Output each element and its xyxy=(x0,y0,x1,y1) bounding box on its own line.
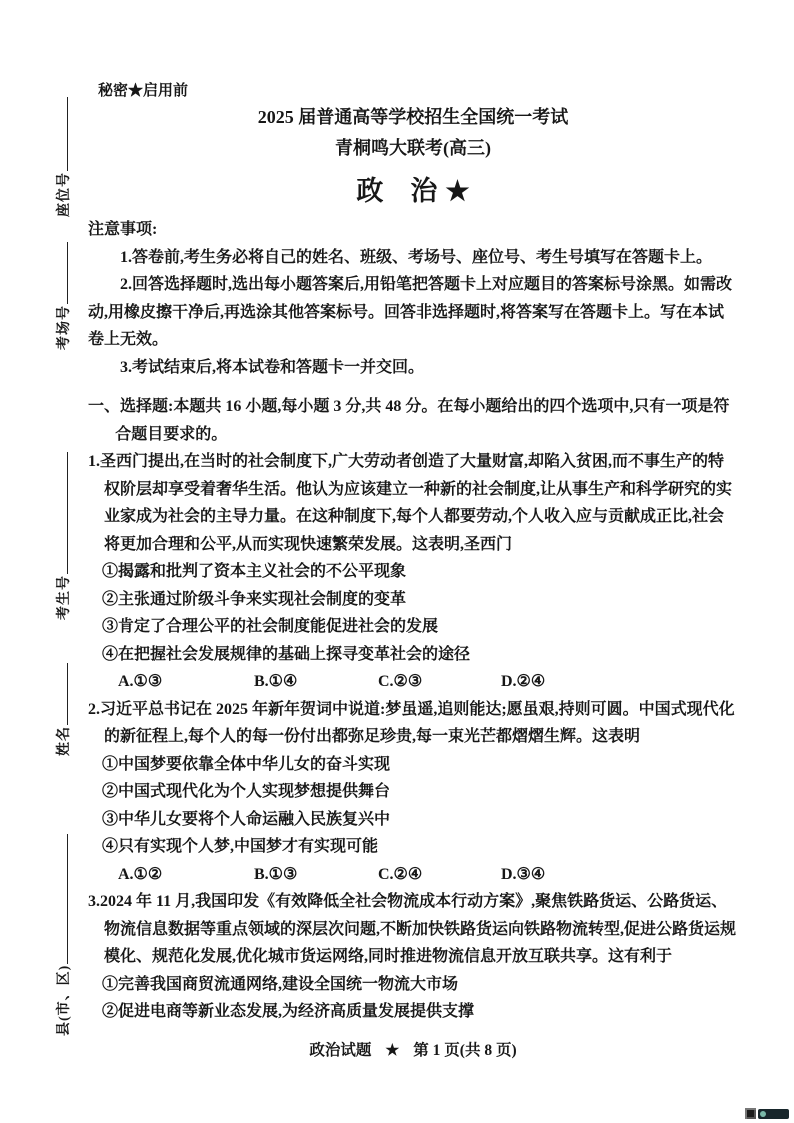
margin-field-county xyxy=(57,834,73,1036)
confidential-label: 秘密★启用前 xyxy=(98,83,189,99)
question-2-option-2: ②中国式现代化为个人实现梦想提供舞台 xyxy=(102,783,391,800)
subject-name: 政 治 xyxy=(356,176,438,206)
notice-item-1: 1.答卷前,考生务必将自己的姓名、班级、考场号、座位号、考生号填写在答题卡上。 xyxy=(120,248,713,266)
name-blank-line xyxy=(64,663,68,725)
name-label: 姓名 xyxy=(57,726,72,756)
footer-star-icon: ★ xyxy=(385,1042,400,1059)
question-2 xyxy=(88,696,738,889)
subject-title xyxy=(88,171,738,211)
answer-choice-c: C.②③ xyxy=(378,673,423,690)
question-1-stem: 1.圣西门提出,在当时的社会制度下,广大劳动者创造了大量财富,却陷入贫困,而不事生产的特权阶层却享受着奢华生活。他认为应该建立一种新的社会制度,让从事生产和科学研究的实业家成为社会的主导力量。在这种制度下,每个人都要劳动,个人收入应与贡献成正比,社会将更加合理和公平,从而实现快速繁荣发展。这表明,圣西门 xyxy=(88,453,733,553)
question-1-option-4: ④在把握社会发展规律的基础上探寻变革社会的途径 xyxy=(102,645,471,663)
seat-number-blank-line xyxy=(64,97,68,171)
question-2-option-3: ③中华儿女要将个人命运融入民族复兴中 xyxy=(102,810,391,828)
publisher-badge-icon xyxy=(758,1109,789,1119)
answer-choice-b: B.①③ xyxy=(254,865,298,883)
seat-number-label: 座位号 xyxy=(57,172,72,217)
margin-field-seat-number xyxy=(57,97,73,217)
margin-field-exam-room-number xyxy=(57,242,73,350)
answer-choice-d: D.②④ xyxy=(501,673,546,690)
answer-choice-a: A.①③ xyxy=(118,673,163,690)
margin-field-name xyxy=(57,663,73,756)
print-watermark xyxy=(745,1108,789,1119)
margin-field-candidate-number xyxy=(57,452,73,620)
question-3-option-1: ①完善我国商贸流通网络,建设全国统一物流大市场 xyxy=(102,975,459,993)
county-blank-line xyxy=(64,834,68,964)
county-label: 县(市、区) xyxy=(57,964,72,1036)
candidate-number-blank-line xyxy=(64,452,68,574)
page-footer xyxy=(88,1040,738,1062)
answer-choice-c: C.②④ xyxy=(378,865,423,883)
question-2-option-4: ④只有实现个人梦,中国梦才有实现可能 xyxy=(102,838,379,855)
exam-title-line1: 2025 届普通高等学校招生全国统一考试 xyxy=(257,107,569,127)
answer-choice-a: A.①② xyxy=(118,865,163,883)
section-heading-multiple-choice: 一、选择题:本题共 16 小题,每小题 3 分,共 48 分。在每小题给出的四个选项中,只有一项是符合题目要求的。 xyxy=(88,398,730,443)
question-2-option-1: ①中国梦要依靠全体中华儿女的奋斗实现 xyxy=(102,755,391,773)
exam-title-line2: 青桐鸣大联考(高三) xyxy=(335,138,491,158)
answer-choice-d: D.③④ xyxy=(501,865,546,883)
question-1-option-1: ①揭露和批判了资本主义社会的不公平现象 xyxy=(102,563,407,580)
question-2-stem: 2.习近平总书记在 2025 年新年贺词中说道:梦虽遥,追则能达;愿虽艰,持则可圆。中国式现代化的新征程上,每个人的每一份付出都弥足珍贵,每一束光芒都熠熠生辉。这表明 xyxy=(88,700,735,745)
exam-room-number-blank-line xyxy=(64,242,68,304)
footer-page-number: 第 1 页(共 8 页) xyxy=(413,1042,517,1059)
exam-room-number-label: 考场号 xyxy=(57,305,72,350)
question-3 xyxy=(88,888,738,1026)
notice-item-3: 3.考试结束后,将本试卷和答题卡一并交回。 xyxy=(120,358,425,376)
question-1-option-3: ③肯定了合理公平的社会制度能促进社会的发展 xyxy=(102,618,439,635)
question-3-option-2: ②促进电商等新业态发展,为经济高质量发展提供支撑 xyxy=(102,1003,475,1020)
question-3-stem: 3.2024 年 11 月,我国印发《有效降低全社会物流成本行动方案》,聚焦铁路货运、公路货运、物流信息数据等重点领域的深层次问题,不断加快铁路货运向铁路物流转型,促进公路货运规模化、规范化发展,优化城市货运网络,同时推进物流信息开放互联共享。这有利于 xyxy=(88,893,737,965)
notice-heading: 注意事项: xyxy=(88,221,158,238)
candidate-number-label: 考生号 xyxy=(57,575,72,620)
footer-doc-label: 政治试题 xyxy=(309,1042,372,1059)
qr-code-icon xyxy=(745,1108,756,1119)
subject-star-icon: ★ xyxy=(445,176,470,206)
notice-item-2: 2.回答选择题时,选出每小题答案后,用铅笔把答题卡上对应题目的答案标号涂黑。如需改动,用橡皮擦干净后,再选涂其他答案标号。回答非选择题时,将答案写在答题卡上。写在本试卷上无效。 xyxy=(88,276,733,348)
question-1-option-2: ②主张通过阶级斗争来实现社会制度的变革 xyxy=(102,590,407,608)
question-2-answer-row xyxy=(88,861,738,889)
question-1-answer-row xyxy=(88,668,738,696)
answer-choice-b: B.①④ xyxy=(254,673,298,690)
question-1 xyxy=(88,448,738,696)
exam-content xyxy=(88,80,738,1026)
